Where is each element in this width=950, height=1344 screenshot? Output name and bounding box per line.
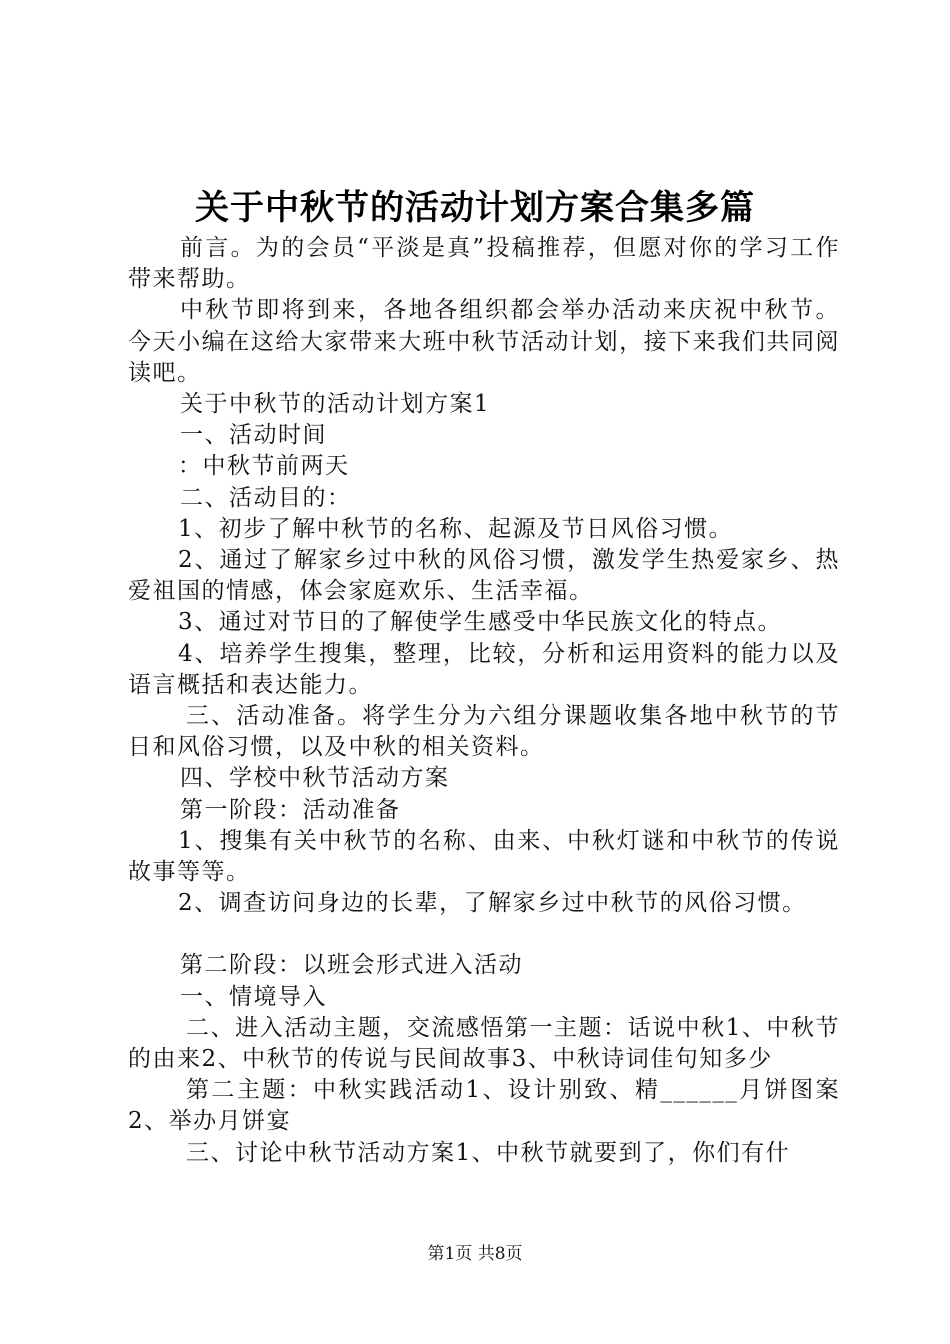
heading-stage-1: 第一阶段：活动准备	[180, 796, 401, 823]
heading-school-plan: 四、学校中秋节活动方案	[180, 765, 450, 792]
document-title: 关于中秋节的活动计划方案合集多篇	[195, 188, 755, 228]
document-body	[128, 233, 840, 1169]
list-item-goal-3: 3、通过对节日的了解使学生感受中华民族文化的特点。	[178, 609, 783, 636]
list-item-stage1-1: 1、搜集有关中秋节的名称、由来、中秋灯谜和中秋节的传说故事等等。	[128, 827, 840, 886]
list-item-goal-1: 1、初步了解中秋节的名称、起源及节日风俗习惯。	[178, 515, 734, 542]
blank-line	[128, 919, 840, 950]
paragraph-theme-2: 第二主题：中秋实践活动1、设计别致、精______月饼图案2、举办月饼宴	[128, 1077, 840, 1135]
paragraph-activity-time: ：中秋节前两天	[178, 453, 350, 480]
paragraph-discussion: 三、讨论中秋节活动方案1、中秋节就要到了，你们有什	[186, 1139, 791, 1166]
paragraph-theme-1: 二、进入活动主题，交流感悟第一主题：话说中秋1、中秋节的由来2、中秋节的传说与民间故事3、中秋诗词佳句知多少	[128, 1014, 840, 1073]
heading-activity-goal: 二、活动目的：	[180, 484, 352, 511]
section-heading-plan-1: 关于中秋节的活动计划方案1	[180, 391, 491, 418]
list-item-goal-2: 2、通过了解家乡过中秋的风俗习惯，激发学生热爱家乡、热爱祖国的情感，体会家庭欢乐、生活幸福。	[128, 547, 840, 605]
heading-stage-2: 第二阶段：以班会形式进入活动	[180, 952, 523, 979]
list-item-stage1-2: 2、调查访问身边的长辈，了解家乡过中秋节的风俗习惯。	[178, 890, 807, 917]
paragraph-intro: 中秋节即将到来，各地各组织都会举办活动来庆祝中秋节。今天小编在这给大家带来大班中秋节活动计划，接下来我们共同阅读吧。	[128, 297, 840, 386]
heading-activity-time: 一、活动时间	[180, 422, 327, 449]
paragraph-activity-prep: 三、活动准备。将学生分为六组分课题收集各地中秋节的节日和风俗习惯，以及中秋的相关资料。	[128, 703, 840, 761]
list-item-goal-4: 4、培养学生搜集，整理，比较，分析和运用资料的能力以及语言概括和表达能力。	[128, 640, 840, 698]
heading-scene-intro: 一、情境导入	[180, 983, 327, 1010]
page-footer: 第1页 共8页	[427, 1244, 523, 1264]
paragraph-preface: 前言。为的会员“平淡是真”投稿推荐，但愿对你的学习工作带来帮助。	[128, 235, 840, 293]
